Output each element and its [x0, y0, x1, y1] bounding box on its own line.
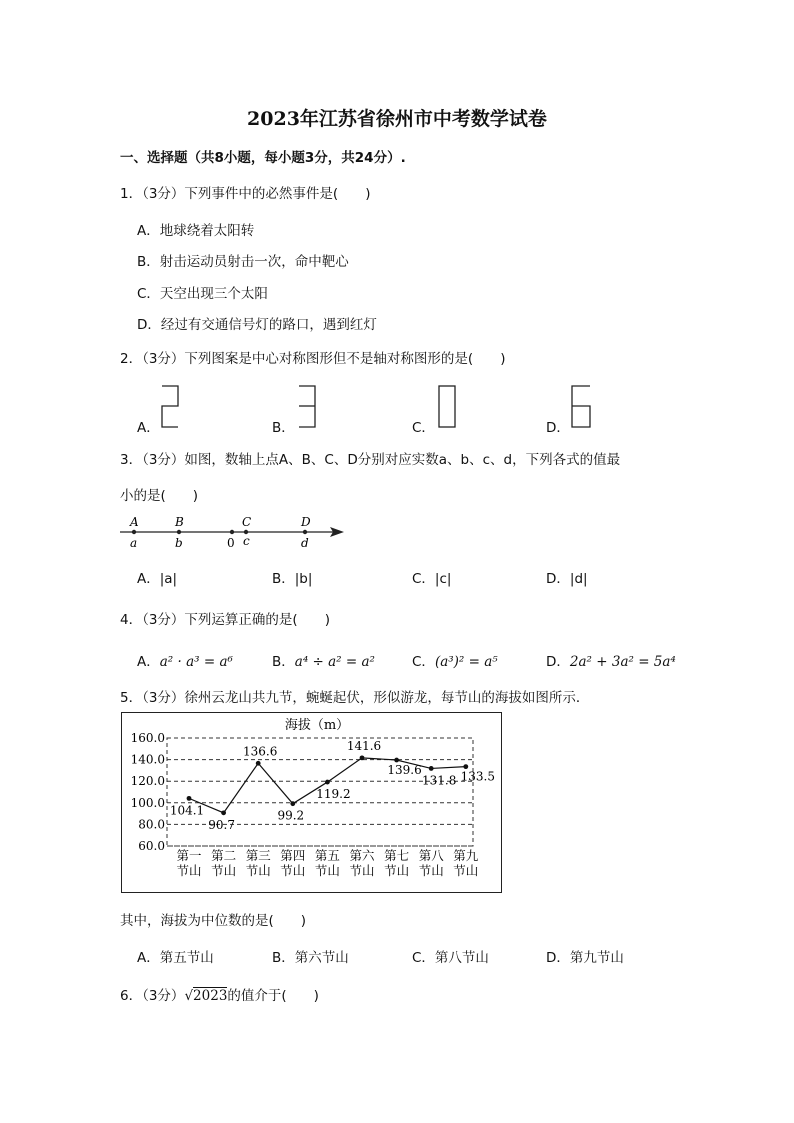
chart-x-axis [176, 848, 478, 878]
x-tick-label: 节山 [453, 863, 479, 878]
x-tick-label: 节山 [176, 863, 202, 878]
q1-option-a: A．地球绕着太阳转 [137, 223, 255, 239]
data-value-label: 119.2 [316, 787, 351, 802]
q3-option-c: C．|c| [412, 571, 452, 587]
q2-stem: 2．（3分）下列图案是中心对称图形但不是轴对称图形的是( ) [120, 351, 506, 367]
x-tick-label: 第四 [280, 848, 306, 863]
data-point [429, 766, 434, 771]
q6-prefix: 6．（3分） [120, 988, 185, 1004]
q6-stem [120, 984, 319, 1004]
q3-point-c-lower: c [243, 534, 250, 548]
x-tick-label: 节山 [245, 863, 271, 878]
x-tick-label: 第七 [384, 848, 410, 863]
sqrt-symbol-icon: √ [184, 988, 194, 1004]
x-tick-label: 第六 [349, 848, 375, 863]
data-value-label: 104.1 [169, 803, 205, 818]
q3-point-d-upper: D [301, 515, 311, 529]
data-value-label: 99.2 [277, 808, 305, 823]
q3-option-b: B．|b| [272, 571, 313, 587]
section-heading: 一、选择题（共8小题，每小题3分，共24分）. [120, 150, 406, 166]
q3-option-a: A．|a| [137, 571, 178, 587]
q2-label-c: C． [412, 420, 435, 436]
q2-digit-2-figure [160, 384, 180, 430]
data-value-label: 133.5 [460, 769, 495, 784]
q3-stem-line1: 3．（3分）如图，数轴上点A、B、C、D分别对应实数a、b、c、d，下列各式的值最 [120, 452, 621, 468]
q3-point-b-lower: b [175, 536, 183, 550]
x-tick-label: 第九 [453, 848, 479, 863]
x-tick-label: 节山 [211, 863, 237, 878]
data-point [187, 796, 192, 801]
q4-label-d: D． [546, 654, 570, 670]
x-tick-label: 节山 [314, 863, 340, 878]
q1-option-b: B．射击运动员射击一次，命中靶心 [137, 254, 349, 270]
y-tick-label: 60.0 [138, 839, 165, 853]
x-tick-label: 第五 [314, 848, 340, 863]
q2-label-a: A． [137, 420, 160, 436]
q5-followup: 其中，海拔为中位数的是( ) [120, 913, 307, 929]
x-tick-label: 第三 [245, 848, 271, 863]
page-title: 2023年江苏省徐州市中考数学试卷 [247, 108, 547, 130]
q2-digit-6-figure [570, 384, 592, 430]
x-tick-label: 第八 [418, 848, 444, 863]
x-tick-label: 节山 [384, 863, 410, 878]
q4-expr-d: 2a² + 3a² = 5a⁴ [569, 654, 676, 670]
x-tick-label: 节山 [349, 863, 375, 878]
data-point [290, 801, 295, 806]
q6-suffix: 的值介于( ) [227, 988, 319, 1004]
q4-expr-a: a² · a³ = a⁶ [159, 654, 233, 670]
q1-option-c: C．天空出现三个太阳 [137, 286, 268, 302]
data-value-label: 136.6 [243, 744, 278, 759]
data-value-label: 139.6 [387, 763, 422, 778]
q2-digit-3-figure [297, 384, 317, 430]
q4-option-a [137, 650, 233, 670]
q5-option-d: D．第九节山 [546, 950, 624, 966]
data-value-label: 90.7 [208, 817, 235, 832]
q3-point-b-upper: B [175, 515, 184, 529]
q3-point-a-upper: A [130, 515, 139, 529]
data-point [463, 764, 468, 769]
q3-stem-line2: 小的是( ) [120, 488, 199, 504]
data-point [221, 810, 226, 815]
q1-stem: 1．（3分）下列事件中的必然事件是( ) [120, 186, 371, 202]
data-point [394, 758, 399, 763]
q4-label-b: B． [272, 654, 295, 670]
x-tick-label: 节山 [418, 863, 444, 878]
q4-expr-b: a⁴ ÷ a² = a² [294, 654, 375, 670]
y-tick-label: 120.0 [130, 774, 165, 789]
q1-option-d: D．经过有交通信号灯的路口，遇到红灯 [137, 317, 377, 333]
y-tick-label: 80.0 [138, 817, 165, 832]
q5-option-a: A．第五节山 [137, 950, 214, 966]
x-tick-label: 第一 [176, 848, 202, 863]
q2-label-b: B． [272, 420, 295, 436]
data-value-label: 131.8 [422, 773, 457, 788]
q3-origin-label: 0 [227, 536, 235, 550]
y-tick-label: 160.0 [130, 731, 165, 745]
q3-point-a-lower: a [130, 536, 138, 550]
q4-option-d [546, 650, 676, 670]
q3-number-line [118, 510, 350, 552]
chart-title: 海拔（m） [284, 718, 350, 733]
q3-point-d-lower: d [301, 536, 309, 550]
data-value-label: 141.6 [346, 738, 382, 753]
q5-stem: 5．（3分）徐州云龙山共九节，蜿蜒起伏，形似游龙，每节山的海拔如图所示． [120, 690, 590, 706]
q2-label-d: D． [546, 420, 570, 436]
q4-option-c [412, 650, 498, 670]
q4-label-c: C． [412, 654, 435, 670]
q5-option-b: B．第六节山 [272, 950, 349, 966]
q6-radicand: 2023 [193, 988, 228, 1004]
y-tick-label: 100.0 [130, 795, 165, 810]
q2-digit-0-figure [437, 384, 457, 430]
data-point [325, 780, 330, 785]
x-tick-label: 节山 [280, 863, 306, 878]
q4-expr-c: (a³)² = a⁵ [434, 654, 498, 670]
data-point [256, 761, 261, 766]
q5-option-c: C．第八节山 [412, 950, 489, 966]
q3-point-c-upper: C [242, 515, 252, 529]
data-point [360, 755, 365, 760]
q3-option-d: D．|d| [546, 571, 588, 587]
y-tick-label: 140.0 [130, 752, 165, 767]
altitude-line-chart [121, 712, 503, 894]
x-tick-label: 第二 [211, 848, 237, 863]
q4-stem: 4．（3分）下列运算正确的是( ) [120, 612, 330, 628]
q4-option-b [272, 650, 375, 670]
q4-label-a: A． [137, 654, 160, 670]
